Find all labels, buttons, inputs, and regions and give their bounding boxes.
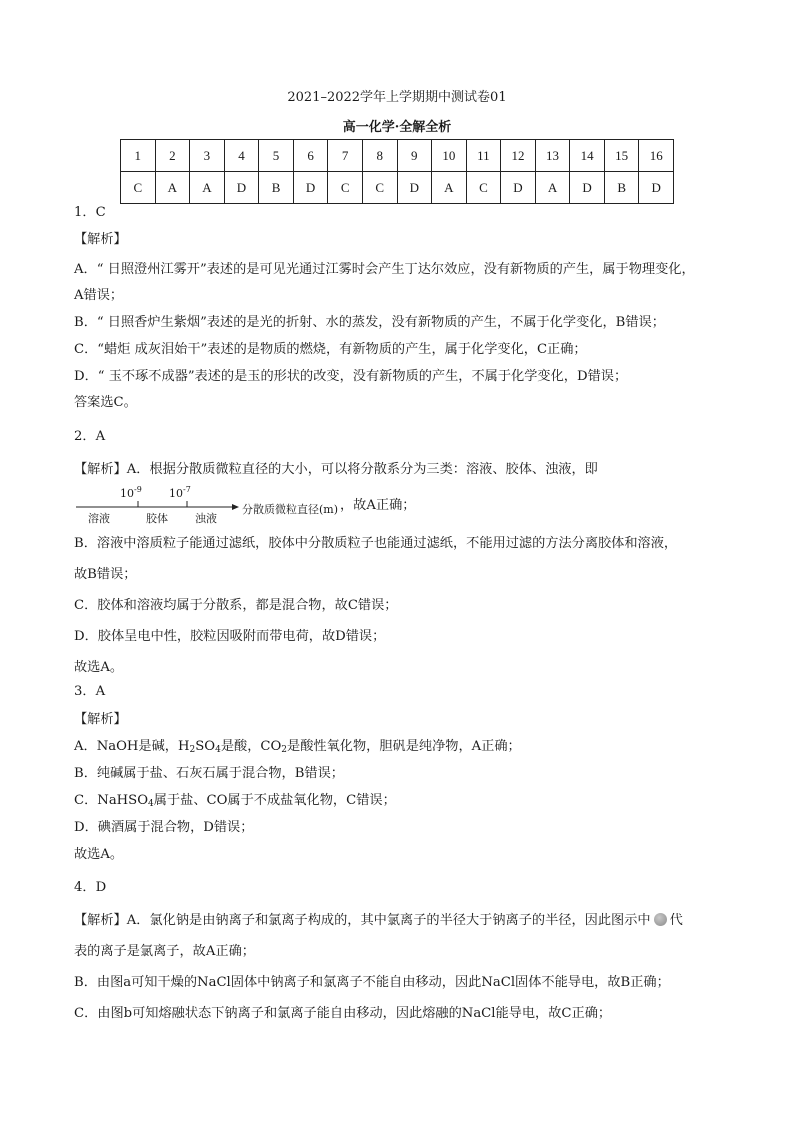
page-subtitle: 高一化学·全解全析 — [342, 120, 452, 135]
q1-option-a-cont: A错误； — [74, 288, 124, 303]
answer-table-answer-cell: A — [535, 172, 570, 204]
q3-analysis-label: 【解析】 — [74, 712, 127, 727]
answer-table-number-cell: 13 — [535, 140, 570, 172]
answer-table-number-cell: 15 — [604, 140, 639, 172]
q2-option-a-tail: ，故A正确； — [340, 498, 416, 513]
q2-option-b-cont: 故B错误； — [74, 567, 137, 582]
scale-tick-1: $10^{-9}$ — [120, 485, 142, 500]
q2-conclusion: 故选A。 — [74, 660, 124, 675]
q3-heading: 3．A — [74, 684, 106, 699]
answer-table-answer-cell: D — [639, 172, 674, 204]
q4-option-a-cont: 表的离子是氯离子，故A正确； — [74, 944, 255, 959]
answer-table-number-cell: 14 — [570, 140, 605, 172]
answer-table-answer-cell: D — [501, 172, 536, 204]
q1-option-c: C．“蜡炬 成灰泪始干”表述的是物质的燃烧，有新物质的产生，属于化学变化，C正确； — [74, 342, 587, 357]
answer-table-number-cell: 6 — [293, 140, 328, 172]
q3-option-b: B．纯碱属于盐、石灰石属于混合物，B错误； — [74, 766, 344, 781]
q2-option-b: B．溶液中溶质粒子能通过滤纸，胶体中分散质粒子也能通过滤纸，不能用过滤的方法分离胶体和溶液， — [74, 536, 678, 551]
answer-table-answer-cell: D — [293, 172, 328, 204]
answer-table-number-cell: 9 — [397, 140, 432, 172]
answer-table-number-cell: 12 — [501, 140, 536, 172]
q1-analysis-label: 【解析】 — [74, 232, 127, 247]
answer-table-answer-cell: D — [224, 172, 259, 204]
answer-table-number-cell: 5 — [259, 140, 294, 172]
answer-table-number-cell: 2 — [155, 140, 190, 172]
q4-option-a: 【解析】A．氯化钠是由钠离子和氯离子构成的，其中氯离子的半径大于钠离子的半径，因此图示中 代 — [74, 913, 683, 928]
answer-table-number-cell: 7 — [328, 140, 363, 172]
q1-option-d: D．“ 玉不琢不成器”表述的是玉的形状的改变，没有新物质的产生，不属于化学变化，D错误； — [74, 369, 628, 384]
q1-heading: 1．C — [74, 205, 106, 220]
scale-segment-colloid: 胶体 — [146, 512, 168, 525]
q1-option-b: B．“ 日照香炉生紫烟”表述的是光的折射、水的蒸发，没有新物质的产生，不属于化学变化，B错误； — [74, 315, 665, 330]
q3-conclusion: 故选A。 — [74, 847, 124, 862]
q2-option-a: 【解析】A．根据分散质微粒直径的大小，可以将分散系分为三类：溶液、胶体、浊液，即 — [74, 462, 598, 477]
q1-conclusion: 答案选C。 — [74, 395, 137, 410]
page-title: 2021–2022学年上学期期中测试卷01 — [287, 90, 507, 105]
answer-table-number-cell: 11 — [466, 140, 501, 172]
answer-table-number-cell: 10 — [432, 140, 467, 172]
answer-table-number-cell: 4 — [224, 140, 259, 172]
q4-option-b: B．由图a可知干燥的NaCl固体中钠离子和氯离子不能自由移动，因此NaCl固体不能导电，故B正确； — [74, 975, 670, 990]
answer-table-number-cell: 1 — [121, 140, 156, 172]
answer-table — [120, 139, 674, 204]
answer-table-number-cell: 16 — [639, 140, 674, 172]
answer-table-number-row — [121, 140, 674, 172]
q3-option-d: D．碘酒属于混合物，D错误； — [74, 820, 254, 835]
answer-table-answer-row — [121, 172, 674, 204]
dispersion-scale-figure — [74, 485, 344, 525]
scale-segment-solution: 溶液 — [88, 512, 110, 525]
scale-axis-label: 分散质微粒直径(m) — [242, 503, 339, 516]
answer-table-number-cell: 8 — [362, 140, 397, 172]
answer-table-answer-cell: A — [432, 172, 467, 204]
answer-table-answer-cell: C — [121, 172, 156, 204]
q3-option-c: C．NaHSO$_4$属于盐、CO属于不成盐氧化物，C错误； — [74, 793, 396, 809]
q2-option-d: D．胶体呈电中性，胶粒因吸附而带电荷，故D错误； — [74, 629, 386, 644]
q1-option-a: A．“ 日照澄州江雾开”表述的是可见光通过江雾时会产生丁达尔效应，没有新物质的产生，属于物理变化， — [74, 262, 695, 277]
q2-heading: 2．A — [74, 429, 106, 444]
q3-option-a: A．NaOH是碱，$H_2SO_4$是酸，$CO_2$是酸性氧化物，胆矾是纯净物，A正确； — [74, 739, 521, 755]
q2-option-c: C．胶体和溶液均属于分散系，都是混合物，故C错误； — [74, 598, 398, 613]
chloride-ion-circle-icon — [654, 913, 667, 926]
answer-table-answer-cell: D — [570, 172, 605, 204]
q4-option-c: C．由图b可知熔融状态下钠离子和氯离子能自由移动，因此熔融的NaCl能导电，故C正确； — [74, 1006, 612, 1021]
answer-table-answer-cell: A — [190, 172, 225, 204]
q4-heading: 4．D — [74, 880, 107, 895]
answer-table-answer-cell: C — [328, 172, 363, 204]
answer-table-answer-cell: C — [466, 172, 501, 204]
scale-segment-suspension: 浊液 — [195, 512, 217, 525]
answer-table-number-cell: 3 — [190, 140, 225, 172]
answer-table-answer-cell: C — [362, 172, 397, 204]
scale-tick-2: $10^{-7}$ — [169, 485, 191, 500]
answer-table-answer-cell: B — [259, 172, 294, 204]
answer-table-answer-cell: A — [155, 172, 190, 204]
answer-table-answer-cell: D — [397, 172, 432, 204]
answer-table-answer-cell: B — [604, 172, 639, 204]
